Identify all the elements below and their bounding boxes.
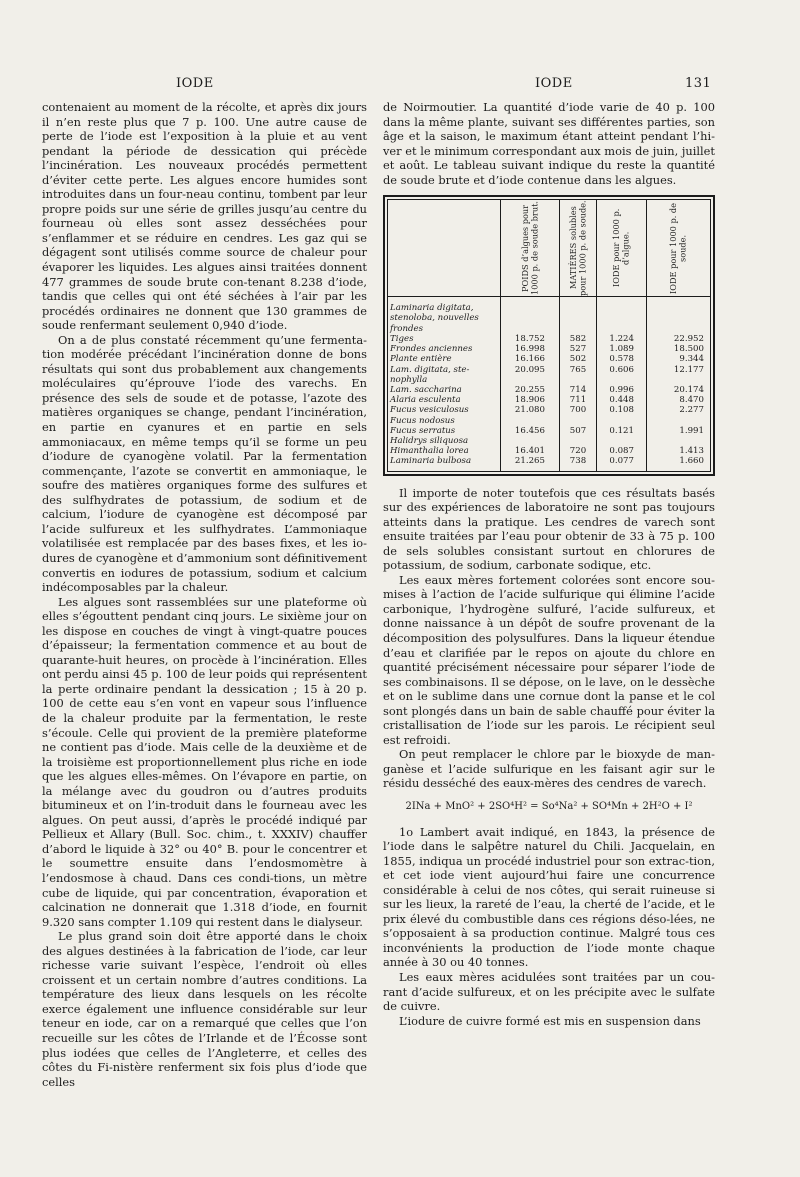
table-cell xyxy=(501,436,560,446)
paragraph: L’iodure de cuivre formé est mis en suspension dans xyxy=(399,1013,701,1028)
table-cell xyxy=(501,297,560,334)
seaweed-iodine-table xyxy=(383,195,715,475)
paragraph: Il importe de noter toutefois que ces résultats basés sur des expériences de laboratoire ne sont pas toujours atteints dans la pratique. Les cendres de varech sont ensuite traitées par l’eau pour obtenir de 33 à 75 p. 100 de sels solubles consistant surtout en chlorures de potassium, de sodium, carbonate sodique, etc. xyxy=(383,485,715,573)
table-cell: 1.089 xyxy=(597,344,647,354)
table-header: IODE pour 1000 p. d’algue. xyxy=(597,200,647,297)
table-cell: 0.578 xyxy=(597,354,647,364)
paragraph: On a de plus constaté récemment qu’une fermenta-tion modérée précédant l’incinération donne de bons résultats qui sont dus probablement aux changements moléculaires qu’éprouve l’iode des varechs. En présence des sels de soude et de potasse, l’azote des matières organiques se change, pendant l’incinération, en partie en cyanures et en partie en sels ammoniacaux, en même temps qu’il se forme un peu d’iodure de cyanogène volatil. Par la fermentation commençante, l’azote se convertit en ammoniaque, le soufre des matières organiques forme des sulfures et des sulfhydrates de potassium, de sodium et de calcium, l’iodure de cyanogène est décomposé par l’acide sulfureux et les sulfhydrates. L’ammoniaque volatilisée est remplacée par des bases fixes, et les io-dures de cyanogène et d’ammonium sont définitivement convertis en iodures de potassium, sodium et calcium indécomposables par la chaleur. xyxy=(42,332,368,595)
data-table xyxy=(387,199,711,471)
table-cell xyxy=(647,416,711,426)
table-cell: 1.991 xyxy=(647,426,711,436)
paragraph: Le plus grand soin doit être apporté dans le choix des algues destinées à la fabrication de l’iode, car leur richesse varie suivant l’espèce, l’endroit où elles croissent et un certain nombre d’autres conditions. La température des lieux dans lesquels on les récolte exerce également une influence considérable sur leur teneur en iode, car on a remarqué que celles que l’on recueille sur les côtes de l’Irlande et de l’Écosse sont plus iodées que celles de l’Angleterre, et celles des côtes du Fi-nistère renferment six fois plus d’iode que celles xyxy=(42,929,367,1089)
table-row xyxy=(388,354,711,364)
running-head-left: IODE xyxy=(176,76,214,91)
right-column xyxy=(383,100,715,1028)
table-cell: 507 xyxy=(559,426,596,436)
table-cell: 16.401 xyxy=(501,446,560,456)
paragraph: Les algues sont rassemblées sur une plateforme où elles s’égouttent pendant cinq jours. Le sixième jour on les dispose en couches de vingt à vingt-quatre pouces d’épaisseur; la fermentation commence et au bout de quarante-huit heures, on procède à l’incinération. Elles ont perdu ainsi 45 p. 100 de leur poids qui représentent la perte ordinaire pendant la dessication ; 15 à 20 p. 100 de cette eau s’en vont en vapeur sous l’influence de la chaleur produite par la fermentation, le reste s’écoule. Celle qui provient de la première plateforme ne contient pas d’iode. Mais celle de la deuxième et de la troisième est proportionnellement plus riche en iode que les algues elles-mêmes. On l’évapore en partie, on la mélange avec du goudron ou d’autres produits bitumineux et on l’in-troduit dans le fourneau avec les algues. On peut aussi, d’après le procédé indiqué par Pellieux et Allary (Bull. Soc. chim., t. XXXIV) chauffer d’abord le liquide à 32° ou 40° B. pour le concentrer et le soumettre ensuite dans l’endosmomètre à l’endosmose à chaud. Dans ces condi-tions, un mètre cube de liquide, qui par concentration, évaporation et calcination ne donnerait que 1.318 d’iode, en fournit 9.320 sans compter 1.109 qui restent dans le dialyseur. xyxy=(42,594,367,929)
running-head-center: IODE xyxy=(535,76,573,91)
table-cell: 0.996 xyxy=(597,385,647,395)
table-row xyxy=(388,395,711,405)
table-cell xyxy=(559,297,596,334)
table-cell: 0.121 xyxy=(597,426,647,436)
paragraph: contenaient au moment de la récolte, et après dix jours il n’en reste plus que 7 p. 100. Une autre cause de perte de l’iode est l’exposition à la pluie et au vent pendant la période de dessication qui précède l’incinération. Les nouveaux procédés permettent d’éviter cette perte. Les algues encore humides sont introduites dans un four-neau continu, tombent par leur propre poids sur une série de grilles jusqu’au centre du fourneau où elles sont assez desséchées pour s’enflammer et se réduire en cendres. Les gaz qui se dégagent sont utilisés comme source de chaleur pour évaporer les liquides. Les algues ainsi traitées donnent 477 grammes de soude brute con-tenant 8.238 d’iode, tandis que celles qui ont été séchées à l’air par les procédés ordinaires ne donnent que 130 grammes de soude renfermant seulement 0,940 d’iode. xyxy=(42,100,367,333)
table-row-label: Alaria esculenta xyxy=(390,395,461,406)
table-cell: 527 xyxy=(559,344,596,354)
table-row xyxy=(388,334,711,344)
table-row-label: Tiges xyxy=(390,333,414,344)
table-cell: 18.500 xyxy=(647,344,711,354)
table-cell: 0.108 xyxy=(597,405,647,415)
table-header: MATIÈRES solubles pour 1000 p. de soude. xyxy=(559,200,596,297)
table-row-label: Plante entière xyxy=(390,354,452,365)
paragraph: de Noirmoutier. La quantité d’iode varie de 40 p. 100 dans la même plante, suivant ses différentes parties, son âge et la saison, le maximum étant atteint pendant l’hi-ver et le minimum correspondant aux mois de juin, juillet et août. Le tableau suivant indique du reste la quantité de soude brute et d’iode contenue dans les algues. xyxy=(383,100,715,187)
table-cell: 12.177 xyxy=(647,365,711,385)
table-cell: 738 xyxy=(559,456,596,471)
table-row xyxy=(388,426,711,436)
table-header-blank xyxy=(388,200,501,297)
chemical-formula: 2INa + MnO² + 2SO⁴H² = So⁴Na² + SO⁴Mn + 2H²O + I² xyxy=(405,801,693,813)
table-row xyxy=(388,385,711,395)
table-row-label: Laminaria digitata, stenoloba, nouvelles frondes xyxy=(390,303,479,334)
table-cell: 20.174 xyxy=(647,385,711,395)
table-cell: 765 xyxy=(559,365,596,385)
table-cell: 0.606 xyxy=(597,365,647,385)
table-row-label: Laminaria bulbosa xyxy=(390,456,472,467)
table-row-label: Lam. digitata, ste-nophylla xyxy=(390,364,470,385)
table-cell xyxy=(597,297,647,334)
table-cell: 20.095 xyxy=(501,365,560,385)
table-row xyxy=(388,405,711,415)
table-row xyxy=(388,436,711,446)
table-cell: 0.448 xyxy=(597,395,647,405)
table-header: IODE pour 1000 p. de soude. xyxy=(647,200,711,297)
table-row-label: Halidrys siliquosa xyxy=(390,435,469,446)
left-column xyxy=(42,100,367,1089)
table-cell: 22.952 xyxy=(647,334,711,344)
table-row xyxy=(388,297,711,334)
table-cell: 20.255 xyxy=(501,385,560,395)
table-cell: 21.080 xyxy=(501,405,560,415)
table-cell: 16.456 xyxy=(501,426,560,436)
table-cell xyxy=(501,416,560,426)
table-cell: 1.224 xyxy=(597,334,647,344)
table-cell: 8.470 xyxy=(647,395,711,405)
table-cell: 582 xyxy=(559,334,596,344)
table-cell xyxy=(597,436,647,446)
table-row-label: Lam. saccharina xyxy=(390,384,462,395)
table-row-label: Fucus serratus xyxy=(390,425,456,436)
table-cell xyxy=(647,297,711,334)
table-row xyxy=(388,446,711,456)
table-row xyxy=(388,365,711,385)
table-cell: 0.087 xyxy=(597,446,647,456)
table-cell: 700 xyxy=(559,405,596,415)
table-cell: 0.077 xyxy=(597,456,647,471)
table-row-label: Himanthalia lorea xyxy=(390,446,469,457)
paragraph: Les eaux mères fortement colorées sont encore sou-mises à l’action de l’acide sulfurique qui élimine l’acide carbonique, l’hydrogène sulfuré, l’acide sulfureux, et donne naissance à un dépôt de soufre provenant de la décomposition des polysulfures. Dans la liqueur étendue d’eau et clarifiée par le repos on ajoute du chlore en quantité précisément nécessaire pour séparer l’iode de ses combinaisons. Il se dépose, on le lave, on le dessèche et on le sublime dans une cornue dont la panse et le col sont plongés dans un bain de sable chauffé pour éviter la cristallisation de l’iode sur les parois. Le récipient seul est refroidi. xyxy=(383,572,715,747)
paragraph: Les eaux mères acidulées sont traitées par un cou-rant d’acide sulfureux, et on les précipite avec le sulfate de cuivre. xyxy=(383,970,715,1014)
table-header: POIDS d’algues pour 1000 p. de soude brut. xyxy=(501,200,560,297)
table-row-label: Fucus vesiculosus xyxy=(390,405,469,416)
table-cell: 16.998 xyxy=(501,344,560,354)
table-cell xyxy=(647,436,711,446)
table-cell: 18.752 xyxy=(501,334,560,344)
table-cell: 720 xyxy=(559,446,596,456)
table-row xyxy=(388,416,711,426)
table-row-label: Fucus nodosus xyxy=(390,415,455,426)
table-cell: 2.277 xyxy=(647,405,711,415)
table-cell: 21.265 xyxy=(501,456,560,471)
table-cell: 502 xyxy=(559,354,596,364)
table-cell: 18.906 xyxy=(501,395,560,405)
table-cell xyxy=(597,416,647,426)
table-row-label: Frondes anciennes xyxy=(390,344,473,355)
paragraph: On peut remplacer le chlore par le bioxyde de man-ganèse et l’acide sulfurique en les faisant agir sur le résidu desséché des eaux-mères des cendres de varech. xyxy=(383,747,715,791)
table-cell xyxy=(559,436,596,446)
table-cell: 1.660 xyxy=(647,456,711,471)
table-cell: 1.413 xyxy=(647,446,711,456)
table-cell: 714 xyxy=(559,385,596,395)
table-cell: 711 xyxy=(559,395,596,405)
table-cell: 9.344 xyxy=(647,354,711,364)
table-cell: 16.166 xyxy=(501,354,560,364)
paragraph: 1o Lambert avait indiqué, en 1843, la présence de l’iode dans le salpêtre naturel du Chili. Jacquelain, en 1855, indiqua un procédé industriel pour son extrac-tion, et cet iode vient aujourd’hui faire une concurrence considérable à celui de nos côtes, qui serait ruineuse si sur les lieux, la rareté de l’eau, la cherté de l’acide, et le prix élevé du combustible dans ces régions déso-lées, ne s’opposaient à sa production continue. Malgré tous ces inconvénients la production de l’iode monte chaque année à 30 ou 40 tonnes. xyxy=(383,824,715,970)
table-row xyxy=(388,344,711,354)
table-row xyxy=(388,456,711,471)
page-number: 131 xyxy=(685,76,712,91)
table-cell xyxy=(559,416,596,426)
